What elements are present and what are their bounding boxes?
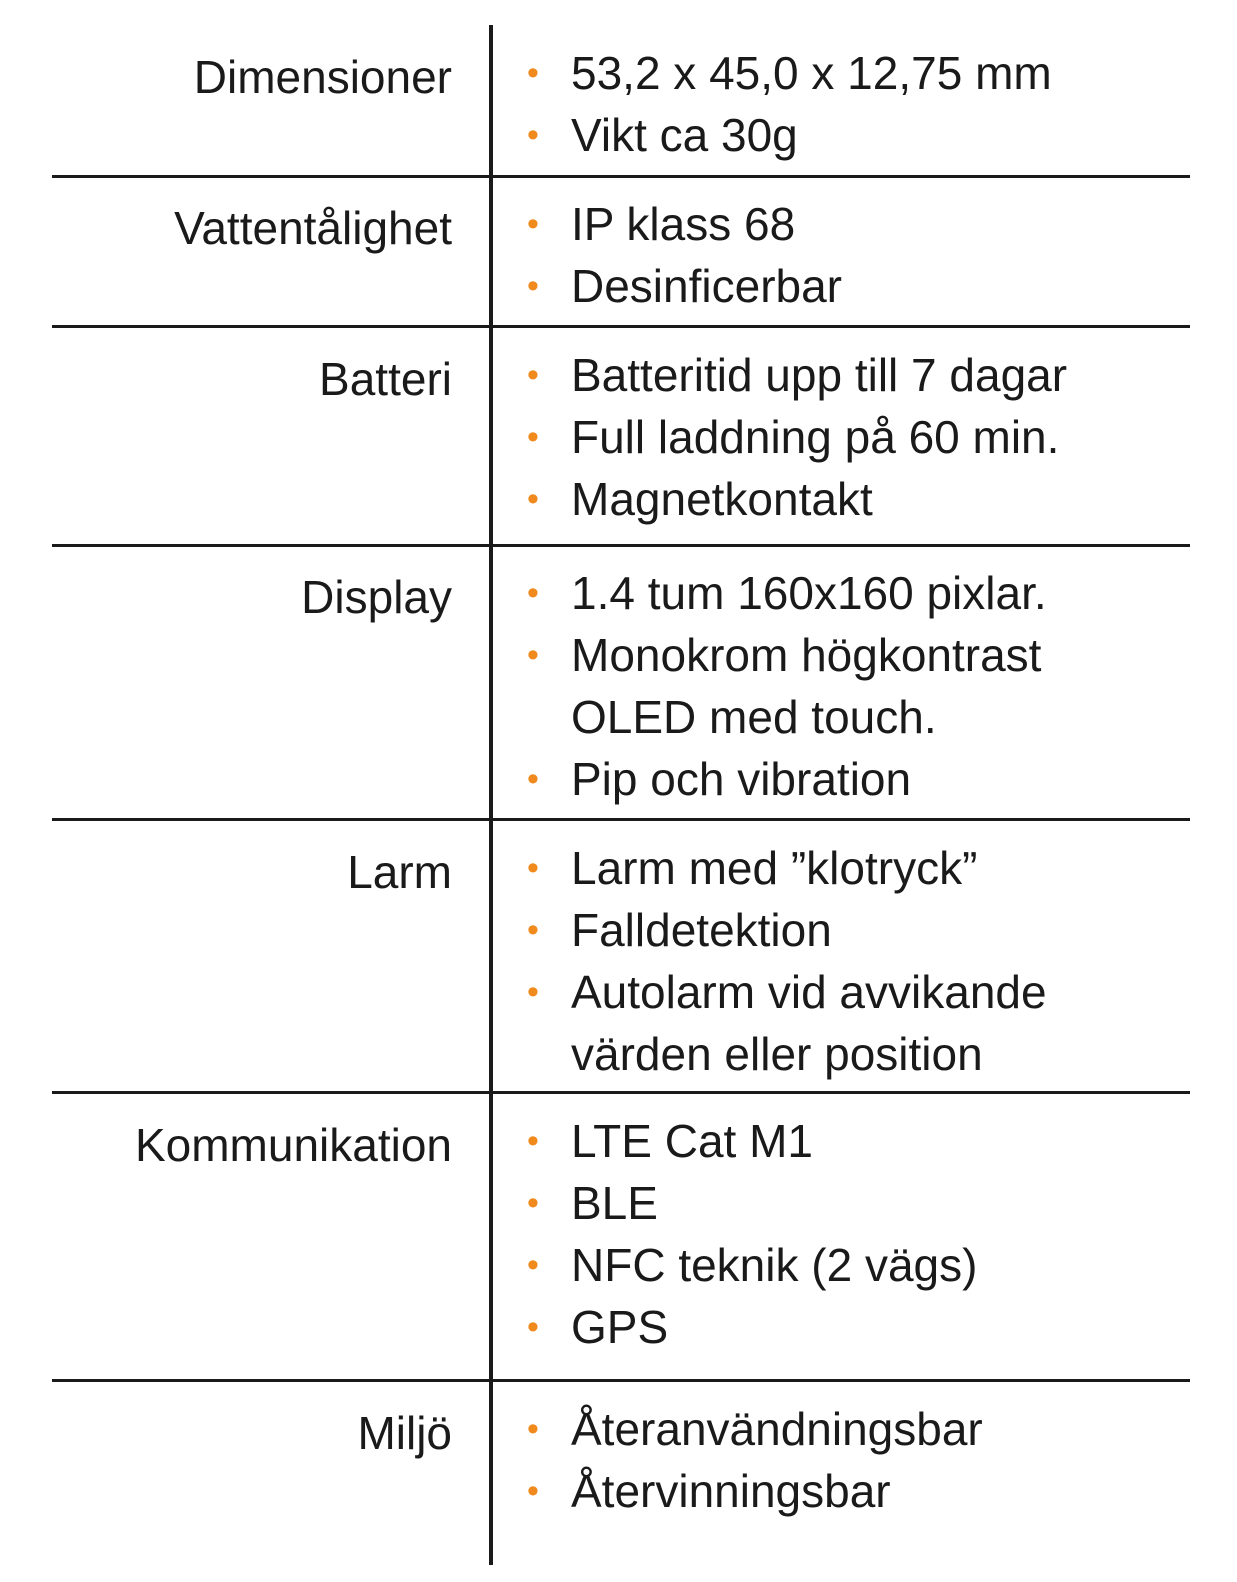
row-divider [52, 325, 1190, 328]
list-item: • NFC teknik (2 vägs) [519, 1234, 977, 1296]
list-item: • Full laddning på 60 min. [519, 406, 1067, 468]
spec-list-larm [519, 837, 1047, 1085]
spec-list-miljo [519, 1398, 983, 1522]
bullet-icon: • [527, 636, 539, 674]
bullet-icon: • [527, 205, 539, 243]
list-item: • BLE [519, 1172, 977, 1234]
bullet-icon: • [527, 1472, 539, 1510]
row-label-batteri: Batteri [319, 353, 452, 405]
row-divider [52, 1379, 1190, 1382]
row-divider [52, 544, 1190, 547]
bullet-icon: • [527, 356, 539, 394]
row-label-larm: Larm [347, 846, 452, 898]
list-item: • Monokrom högkontrast OLED med touch. [519, 624, 1047, 748]
list-item: • Falldetektion [519, 899, 1047, 961]
list-item: • Batteritid upp till 7 dagar [519, 344, 1067, 406]
bullet-icon: • [527, 574, 539, 612]
bullet-icon: • [527, 760, 539, 798]
list-item: • Vikt ca 30g [519, 104, 1052, 166]
bullet-icon: • [527, 54, 539, 92]
bullet-icon: • [527, 480, 539, 518]
row-divider [52, 1091, 1190, 1094]
list-item: • Autolarm vid avvikande värden eller position [519, 961, 1047, 1085]
bullet-icon: • [527, 849, 539, 887]
spec-list-display [519, 562, 1047, 810]
bullet-icon: • [527, 911, 539, 949]
row-label-vattentalighet: Vattentålighet [174, 202, 452, 254]
bullet-icon: • [527, 267, 539, 305]
list-item: • Larm med ”klotryck” [519, 837, 1047, 899]
list-item: • Återanvändningsbar [519, 1398, 983, 1460]
list-item: • Desinficerbar [519, 255, 842, 317]
bullet-icon: • [527, 1184, 539, 1222]
spec-list-kommunikation [519, 1110, 977, 1358]
list-item: • Magnetkontakt [519, 468, 1067, 530]
bullet-icon: • [527, 1410, 539, 1448]
row-label-miljo: Miljö [357, 1407, 452, 1459]
list-item: • GPS [519, 1296, 977, 1358]
row-divider [52, 175, 1190, 178]
bullet-icon: • [527, 1122, 539, 1160]
spec-list-vattentalighet [519, 193, 842, 317]
list-item: • Återvinningsbar [519, 1460, 983, 1522]
spec-list-batteri [519, 344, 1067, 530]
bullet-icon: • [527, 1308, 539, 1346]
list-item: • 53,2 x 45,0 x 12,75 mm [519, 42, 1052, 104]
row-label-kommunikation: Kommunikation [134, 1119, 452, 1171]
bullet-icon: • [527, 1246, 539, 1284]
list-item: • LTE Cat M1 [519, 1110, 977, 1172]
list-item: • Pip och vibration [519, 748, 1047, 810]
list-item: • 1.4 tum 160x160 pixlar. [519, 562, 1047, 624]
row-divider [52, 818, 1190, 821]
list-item: • IP klass 68 [519, 193, 842, 255]
row-label-dimensioner: Dimensioner [193, 51, 452, 103]
bullet-icon: • [527, 116, 539, 154]
column-divider [489, 25, 493, 1565]
bullet-icon: • [527, 973, 539, 1011]
spec-list-dimensioner [519, 42, 1052, 166]
row-label-display: Display [301, 571, 452, 623]
bullet-icon: • [527, 418, 539, 456]
